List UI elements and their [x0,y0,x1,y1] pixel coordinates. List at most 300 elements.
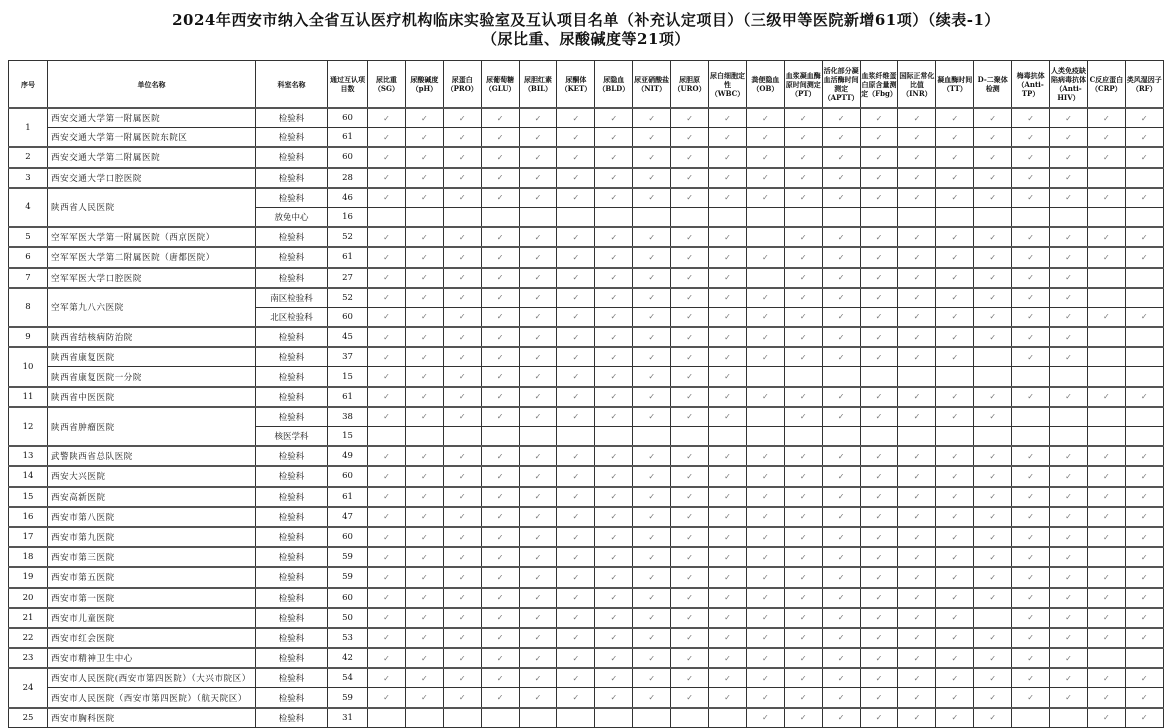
header-dept: 科室名称 [256,61,328,109]
check-mark-icon: ✓ [746,567,784,587]
check-mark-icon: ✓ [1012,147,1050,167]
dept-cell: 南区检验科 [256,288,328,308]
empty-cell [709,427,747,447]
count-cell: 49 [328,446,368,466]
check-mark-icon: ✓ [784,327,822,347]
check-mark-icon: ✓ [709,247,747,267]
check-mark-icon: ✓ [784,527,822,547]
check-mark-icon: ✓ [974,247,1012,267]
empty-cell [898,367,936,387]
check-mark-icon: ✓ [557,588,595,608]
count-cell: 59 [328,567,368,587]
check-mark-icon: ✓ [936,547,974,567]
check-mark-icon: ✓ [784,487,822,507]
empty-cell [1125,367,1163,387]
check-mark-icon: ✓ [481,128,519,148]
check-mark-icon: ✓ [633,547,671,567]
check-mark-icon: ✓ [519,247,557,267]
check-mark-icon: ✓ [368,547,406,567]
check-mark-icon: ✓ [784,708,822,728]
check-mark-icon: ✓ [974,446,1012,466]
check-mark-icon: ✓ [898,147,936,167]
empty-cell [860,207,898,227]
check-mark-icon: ✓ [481,247,519,267]
check-mark-icon: ✓ [595,268,633,288]
empty-cell [1087,347,1125,367]
check-mark-icon: ✓ [481,648,519,668]
check-mark-icon: ✓ [860,168,898,188]
check-mark-icon: ✓ [519,608,557,628]
check-mark-icon: ✓ [368,648,406,668]
check-mark-icon: ✓ [936,608,974,628]
check-mark-icon: ✓ [633,608,671,628]
check-mark-icon: ✓ [405,466,443,486]
check-mark-icon: ✓ [936,527,974,547]
check-mark-icon: ✓ [898,648,936,668]
check-mark-icon: ✓ [519,527,557,547]
check-mark-icon: ✓ [1050,547,1088,567]
check-mark-icon: ✓ [822,168,860,188]
count-cell: 46 [328,188,368,208]
check-mark-icon: ✓ [1125,708,1163,728]
check-mark-icon: ✓ [671,188,709,208]
check-mark-icon: ✓ [443,268,481,288]
check-mark-icon: ✓ [1125,547,1163,567]
check-mark-icon: ✓ [860,188,898,208]
check-mark-icon: ✓ [974,648,1012,668]
header-test: 粪便隐血（OB） [746,61,784,109]
check-mark-icon: ✓ [1012,446,1050,466]
check-mark-icon: ✓ [519,128,557,148]
check-mark-icon: ✓ [405,507,443,527]
unit-name-cell: 空军军医大学第二附属医院（唐都医院） [48,247,256,267]
dept-cell: 检验科 [256,547,328,567]
unit-name-cell: 陕西省结核病防治院 [48,327,256,347]
count-cell: 61 [328,247,368,267]
count-cell: 27 [328,268,368,288]
check-mark-icon: ✓ [595,347,633,367]
check-mark-icon: ✓ [1012,608,1050,628]
unit-name-cell: 西安交通大学第一附属医院东院区 [48,128,256,148]
empty-cell [1087,268,1125,288]
header-test: 活化部分凝血活酶时间测定（APTT） [822,61,860,109]
check-mark-icon: ✓ [405,547,443,567]
check-mark-icon: ✓ [595,387,633,407]
check-mark-icon: ✓ [405,268,443,288]
check-mark-icon: ✓ [860,247,898,267]
empty-cell [784,427,822,447]
check-mark-icon: ✓ [405,307,443,327]
check-mark-icon: ✓ [898,288,936,308]
check-mark-icon: ✓ [633,307,671,327]
count-cell: 60 [328,307,368,327]
check-mark-icon: ✓ [784,288,822,308]
check-mark-icon: ✓ [936,588,974,608]
check-mark-icon: ✓ [443,507,481,527]
empty-cell [1125,648,1163,668]
check-mark-icon: ✓ [368,466,406,486]
check-mark-icon: ✓ [898,108,936,128]
check-mark-icon: ✓ [368,307,406,327]
empty-cell [671,207,709,227]
check-mark-icon: ✓ [368,147,406,167]
check-mark-icon: ✓ [1087,227,1125,247]
check-mark-icon: ✓ [822,247,860,267]
check-mark-icon: ✓ [443,567,481,587]
check-mark-icon: ✓ [1087,446,1125,466]
table-row [9,628,1164,648]
check-mark-icon: ✓ [557,628,595,648]
check-mark-icon: ✓ [974,227,1012,247]
count-cell: 45 [328,327,368,347]
dept-cell: 检验科 [256,347,328,367]
check-mark-icon: ✓ [936,648,974,668]
check-mark-icon: ✓ [936,227,974,247]
check-mark-icon: ✓ [898,567,936,587]
table-row [9,466,1164,486]
empty-cell [1012,207,1050,227]
check-mark-icon: ✓ [822,387,860,407]
check-mark-icon: ✓ [481,466,519,486]
dept-cell: 检验科 [256,407,328,427]
check-mark-icon: ✓ [746,446,784,466]
check-mark-icon: ✓ [1087,128,1125,148]
check-mark-icon: ✓ [936,708,974,728]
check-mark-icon: ✓ [1050,128,1088,148]
unit-name-cell: 空军军医大学第一附属医院（西京医院） [48,227,256,247]
check-mark-icon: ✓ [898,327,936,347]
check-mark-icon: ✓ [1087,588,1125,608]
empty-cell [1125,347,1163,367]
check-mark-icon: ✓ [595,688,633,708]
empty-cell [1087,648,1125,668]
empty-cell [1087,367,1125,387]
check-mark-icon: ✓ [709,588,747,608]
check-mark-icon: ✓ [481,407,519,427]
check-mark-icon: ✓ [784,347,822,367]
check-mark-icon: ✓ [481,307,519,327]
check-mark-icon: ✓ [1125,387,1163,407]
check-mark-icon: ✓ [519,567,557,587]
check-mark-icon: ✓ [936,327,974,347]
check-mark-icon: ✓ [1050,188,1088,208]
header-test: 血浆纤维蛋白原含量测定（Fbg） [860,61,898,109]
check-mark-icon: ✓ [1050,227,1088,247]
check-mark-icon: ✓ [784,608,822,628]
empty-cell [1125,268,1163,288]
check-mark-icon: ✓ [368,128,406,148]
check-mark-icon: ✓ [1087,466,1125,486]
check-mark-icon: ✓ [405,648,443,668]
check-mark-icon: ✓ [671,567,709,587]
check-mark-icon: ✓ [936,466,974,486]
check-mark-icon: ✓ [709,188,747,208]
check-mark-icon: ✓ [633,108,671,128]
check-mark-icon: ✓ [481,487,519,507]
check-mark-icon: ✓ [822,487,860,507]
check-mark-icon: ✓ [822,688,860,708]
check-mark-icon: ✓ [443,527,481,547]
check-mark-icon: ✓ [1125,487,1163,507]
check-mark-icon: ✓ [671,367,709,387]
count-cell: 52 [328,227,368,247]
empty-cell [860,367,898,387]
check-mark-icon: ✓ [1012,347,1050,367]
check-mark-icon: ✓ [822,268,860,288]
check-mark-icon: ✓ [519,168,557,188]
check-mark-icon: ✓ [481,147,519,167]
check-mark-icon: ✓ [974,108,1012,128]
count-cell: 60 [328,466,368,486]
check-mark-icon: ✓ [368,608,406,628]
empty-cell [519,207,557,227]
check-mark-icon: ✓ [898,387,936,407]
check-mark-icon: ✓ [936,688,974,708]
check-mark-icon: ✓ [557,648,595,668]
check-mark-icon: ✓ [671,487,709,507]
empty-cell [1012,427,1050,447]
unit-name-cell: 西安市第八医院 [48,507,256,527]
check-mark-icon: ✓ [746,307,784,327]
check-mark-icon: ✓ [368,367,406,387]
dept-cell: 检验科 [256,247,328,267]
check-mark-icon: ✓ [481,628,519,648]
check-mark-icon: ✓ [936,567,974,587]
check-mark-icon: ✓ [784,446,822,466]
check-mark-icon: ✓ [1012,108,1050,128]
empty-cell [974,367,1012,387]
check-mark-icon: ✓ [595,507,633,527]
check-mark-icon: ✓ [368,628,406,648]
check-mark-icon: ✓ [443,347,481,367]
count-cell: 60 [328,147,368,167]
check-mark-icon: ✓ [860,487,898,507]
check-mark-icon: ✓ [443,547,481,567]
check-mark-icon: ✓ [405,327,443,347]
check-mark-icon: ✓ [746,547,784,567]
empty-cell [1125,407,1163,427]
empty-cell [746,207,784,227]
check-mark-icon: ✓ [443,446,481,466]
header-test: C反应蛋白（CRP） [1087,61,1125,109]
check-mark-icon: ✓ [746,668,784,688]
check-mark-icon: ✓ [368,507,406,527]
check-mark-icon: ✓ [1087,387,1125,407]
table-row [9,446,1164,466]
check-mark-icon: ✓ [822,307,860,327]
check-mark-icon: ✓ [709,688,747,708]
check-mark-icon: ✓ [557,407,595,427]
empty-cell [557,207,595,227]
check-mark-icon: ✓ [822,347,860,367]
check-mark-icon: ✓ [709,628,747,648]
seq-cell: 25 [9,708,48,728]
check-mark-icon: ✓ [784,567,822,587]
seq-cell: 16 [9,507,48,527]
header-test: 尿蛋白（PRO） [443,61,481,109]
check-mark-icon: ✓ [898,588,936,608]
check-mark-icon: ✓ [519,268,557,288]
empty-cell [405,207,443,227]
empty-cell [1087,168,1125,188]
table-row [9,367,1164,387]
dept-cell: 检验科 [256,567,328,587]
check-mark-icon: ✓ [860,327,898,347]
dept-cell: 检验科 [256,367,328,387]
check-mark-icon: ✓ [519,668,557,688]
check-mark-icon: ✓ [1125,247,1163,267]
check-mark-icon: ✓ [519,367,557,387]
check-mark-icon: ✓ [822,227,860,247]
check-mark-icon: ✓ [746,128,784,148]
check-mark-icon: ✓ [936,128,974,148]
check-mark-icon: ✓ [671,407,709,427]
seq-cell: 1 [9,108,48,147]
check-mark-icon: ✓ [443,648,481,668]
check-mark-icon: ✓ [746,507,784,527]
dept-cell: 检验科 [256,268,328,288]
check-mark-icon: ✓ [671,147,709,167]
check-mark-icon: ✓ [368,347,406,367]
empty-cell [1050,407,1088,427]
empty-cell [936,207,974,227]
seq-cell: 7 [9,268,48,288]
table-row [9,688,1164,708]
unit-name-cell: 陕西省人民医院 [48,188,256,227]
empty-cell [1087,288,1125,308]
header-test: 类风湿因子（RF） [1125,61,1163,109]
seq-cell: 17 [9,527,48,547]
check-mark-icon: ✓ [1050,527,1088,547]
check-mark-icon: ✓ [746,708,784,728]
check-mark-icon: ✓ [405,227,443,247]
check-mark-icon: ✓ [1125,128,1163,148]
check-mark-icon: ✓ [368,247,406,267]
check-mark-icon: ✓ [1087,507,1125,527]
check-mark-icon: ✓ [1012,466,1050,486]
check-mark-icon: ✓ [709,648,747,668]
dept-cell: 放免中心 [256,207,328,227]
dept-cell: 检验科 [256,628,328,648]
unit-name-cell: 陕西省康复医院 [48,347,256,367]
table-row [9,168,1164,188]
check-mark-icon: ✓ [557,227,595,247]
check-mark-icon: ✓ [860,407,898,427]
dept-cell: 检验科 [256,188,328,208]
check-mark-icon: ✓ [595,327,633,347]
count-cell: 54 [328,668,368,688]
check-mark-icon: ✓ [368,527,406,547]
check-mark-icon: ✓ [1050,288,1088,308]
check-mark-icon: ✓ [671,327,709,347]
check-mark-icon: ✓ [405,247,443,267]
table-row [9,608,1164,628]
check-mark-icon: ✓ [595,547,633,567]
dept-cell: 检验科 [256,387,328,407]
check-mark-icon: ✓ [1012,547,1050,567]
check-mark-icon: ✓ [405,527,443,547]
count-cell: 53 [328,628,368,648]
check-mark-icon: ✓ [671,387,709,407]
header-test: 血浆凝血酶原时间测定（PT） [784,61,822,109]
check-mark-icon: ✓ [405,288,443,308]
seq-cell: 4 [9,188,48,227]
dept-cell: 检验科 [256,487,328,507]
table-row [9,227,1164,247]
check-mark-icon: ✓ [595,108,633,128]
unit-name-cell: 西安交通大学第一附属医院 [48,108,256,128]
check-mark-icon: ✓ [709,367,747,387]
check-mark-icon: ✓ [633,147,671,167]
check-mark-icon: ✓ [368,268,406,288]
empty-cell [860,427,898,447]
check-mark-icon: ✓ [746,387,784,407]
check-mark-icon: ✓ [557,446,595,466]
seq-cell: 22 [9,628,48,648]
check-mark-icon: ✓ [595,147,633,167]
check-mark-icon: ✓ [368,188,406,208]
check-mark-icon: ✓ [633,367,671,387]
check-mark-icon: ✓ [898,407,936,427]
check-mark-icon: ✓ [784,307,822,327]
check-mark-icon: ✓ [1125,307,1163,327]
check-mark-icon: ✓ [898,227,936,247]
check-mark-icon: ✓ [1012,487,1050,507]
check-mark-icon: ✓ [481,668,519,688]
check-mark-icon: ✓ [822,708,860,728]
check-mark-icon: ✓ [709,147,747,167]
empty-cell [633,427,671,447]
empty-cell [1125,327,1163,347]
check-mark-icon: ✓ [822,108,860,128]
count-cell: 59 [328,547,368,567]
check-mark-icon: ✓ [1012,527,1050,547]
check-mark-icon: ✓ [1012,567,1050,587]
check-mark-icon: ✓ [671,507,709,527]
check-mark-icon: ✓ [822,446,860,466]
empty-cell [974,608,1012,628]
check-mark-icon: ✓ [784,168,822,188]
table-row [9,507,1164,527]
check-mark-icon: ✓ [1125,466,1163,486]
check-mark-icon: ✓ [784,466,822,486]
check-mark-icon: ✓ [519,387,557,407]
check-mark-icon: ✓ [633,527,671,547]
check-mark-icon: ✓ [784,387,822,407]
unit-name-cell: 西安市精神卫生中心 [48,648,256,668]
check-mark-icon: ✓ [784,547,822,567]
unit-name-cell: 陕西省康复医院一分院 [48,367,256,387]
table-row [9,648,1164,668]
check-mark-icon: ✓ [671,446,709,466]
check-mark-icon: ✓ [1050,347,1088,367]
empty-cell [1125,168,1163,188]
check-mark-icon: ✓ [557,268,595,288]
check-mark-icon: ✓ [936,268,974,288]
check-mark-icon: ✓ [595,128,633,148]
check-mark-icon: ✓ [519,347,557,367]
count-cell: 47 [328,507,368,527]
check-mark-icon: ✓ [709,567,747,587]
check-mark-icon: ✓ [1087,147,1125,167]
check-mark-icon: ✓ [405,188,443,208]
dept-cell: 检验科 [256,527,328,547]
check-mark-icon: ✓ [368,407,406,427]
header-test: 尿胆红素（BIL） [519,61,557,109]
check-mark-icon: ✓ [822,567,860,587]
check-mark-icon: ✓ [671,307,709,327]
seq-cell: 6 [9,247,48,267]
